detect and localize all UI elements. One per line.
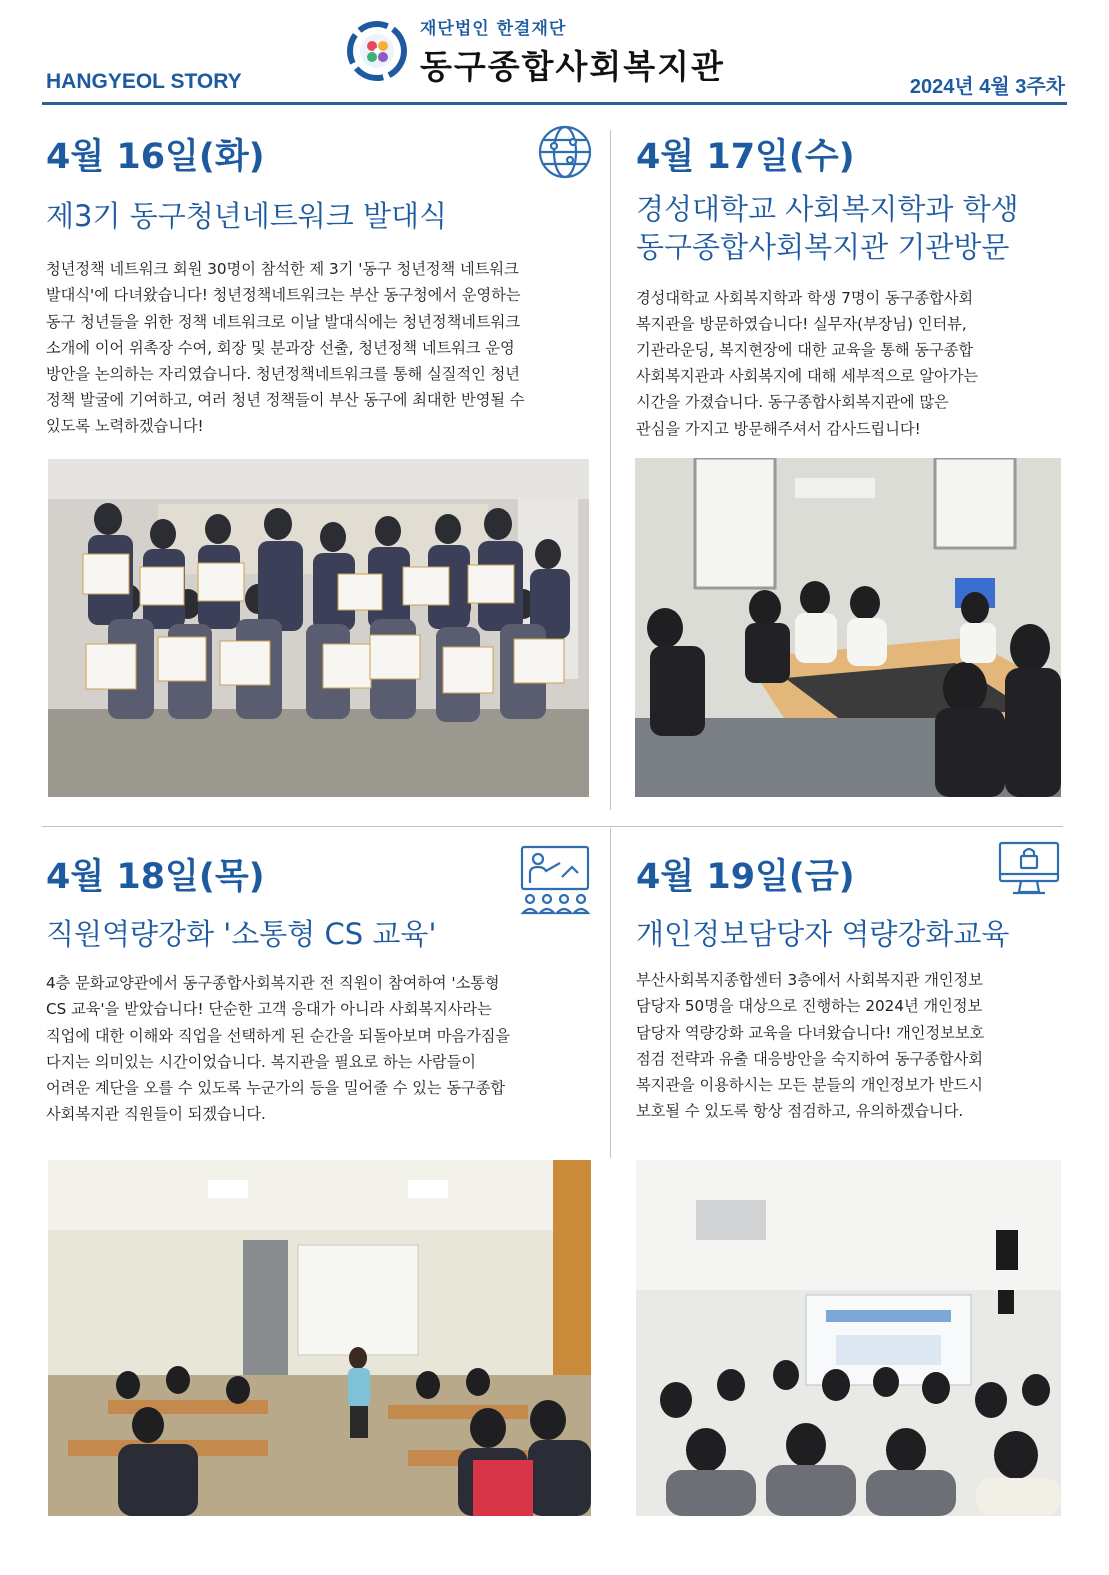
section-body: 부산사회복지종합센터 3층에서 사회복지관 개인정보 담당자 50명을 대상으로 진행하는 2024년 개인정보 담당자 역량강화 교육을 다녀왔습니다! 개인정보보호 점검 전략과 유출 대응방안을 숙지하여 동구종합사회 복지관을 이용하시는 모든 분들의 개인정보가 반드시 보호될 수 있도록 항상 점검하고, 유의하겠습니다. <box>636 971 985 1121</box>
privacy-seminar-photo <box>636 1160 1061 1516</box>
section-body: 경성대학교 사회복지학과 학생 7명이 동구종합사회 복지관을 방문하였습니다! 실무자(부장님) 인터뷰, 기관라운딩, 복지현장에 대한 교육을 통해 동구종합 사회복지관과 사회복지에 대해 세부적으로 알아가는 시간을 가졌습니다. 동구종합사회복지관에 많은 관심을 가지고 방문해주셔서 감사드립니다! <box>636 288 979 438</box>
section-date: 4월 18일(목) <box>46 857 265 897</box>
section-apr19 <box>636 857 1076 1124</box>
meeting-room-visit-photo <box>635 458 1061 797</box>
section-body: 4층 문화교양관에서 동구종합사회복지관 전 직원이 참여하여 '소통형 CS 교육'을 받았습니다! 단순한 고객 응대가 아니라 사회복지사라는 직업에 대한 이해와 직업을 선택하게 된 순간을 되돌아보며 마음가짐을 다지는 의미있는 시간이었습니다. 복지관을 필요로 하는 사람들이 어려운 계단을 오를 수 있도록 누군가의 등을 밀어줄 수 있는 동구종합 사회복지관 직원들이 되겠습니다. <box>46 974 511 1124</box>
header-rule <box>42 102 1067 105</box>
foundation-logo-icon <box>346 20 408 82</box>
foundation-name: 재단법인 한결재단 <box>420 19 567 39</box>
presentation-teacher-icon <box>518 843 592 917</box>
org-name: 동구종합사회복지관 <box>420 47 725 86</box>
section-apr16 <box>46 137 606 440</box>
column-divider-bottom <box>610 828 611 1158</box>
section-date: 4월 19일(금) <box>636 857 855 897</box>
section-date: 4월 16일(화) <box>46 137 265 177</box>
section-date: 4월 17일(수) <box>636 137 855 177</box>
row-divider <box>42 826 1063 827</box>
globe-network-icon <box>537 124 593 180</box>
section-title: 개인정보담당자 역량강화교육 <box>636 917 1010 951</box>
section-title: 제3기 동구청년네트워크 발대식 <box>46 199 448 233</box>
section-title: 경성대학교 사회복지학과 학생 동구종합사회복지관 기관방문 <box>636 192 1019 265</box>
newsletter-header <box>0 0 1109 110</box>
brand <box>346 14 725 88</box>
group-photo-with-certificates <box>48 459 589 797</box>
section-body: 청년정책 네트워크 회원 30명이 참석한 제 3기 '동구 청년정책 네트워크 발대식'에 다녀왔습니다! 청년정책네트워크는 부산 동구청에서 운영하는 동구 청년들을 위한 정책 네트워크로 이날 발대식에는 청년정책네트워크 소개에 이어 위촉장 수여, 회장 및 분과장 선출, 청년정책 네트워크 운영 방안을 논의하는 자리였습니다. 청년정책네트워크를 통해 실질적인 청년 정책 발굴에 기여하고, 여러 청년 정책들이 부산 동구에 최대한 반영될 수 있도록 노력하겠습니다! <box>46 260 525 436</box>
column-divider-top <box>610 130 611 810</box>
section-apr17 <box>636 137 1076 442</box>
story-label: HANGYEOL STORY <box>46 70 242 93</box>
week-label: 2024년 4월 3주차 <box>909 76 1065 98</box>
monitor-lock-icon <box>997 840 1061 898</box>
section-title: 직원역량강화 '소통형 CS 교육' <box>46 917 437 951</box>
cs-training-lecture-photo <box>48 1160 591 1516</box>
